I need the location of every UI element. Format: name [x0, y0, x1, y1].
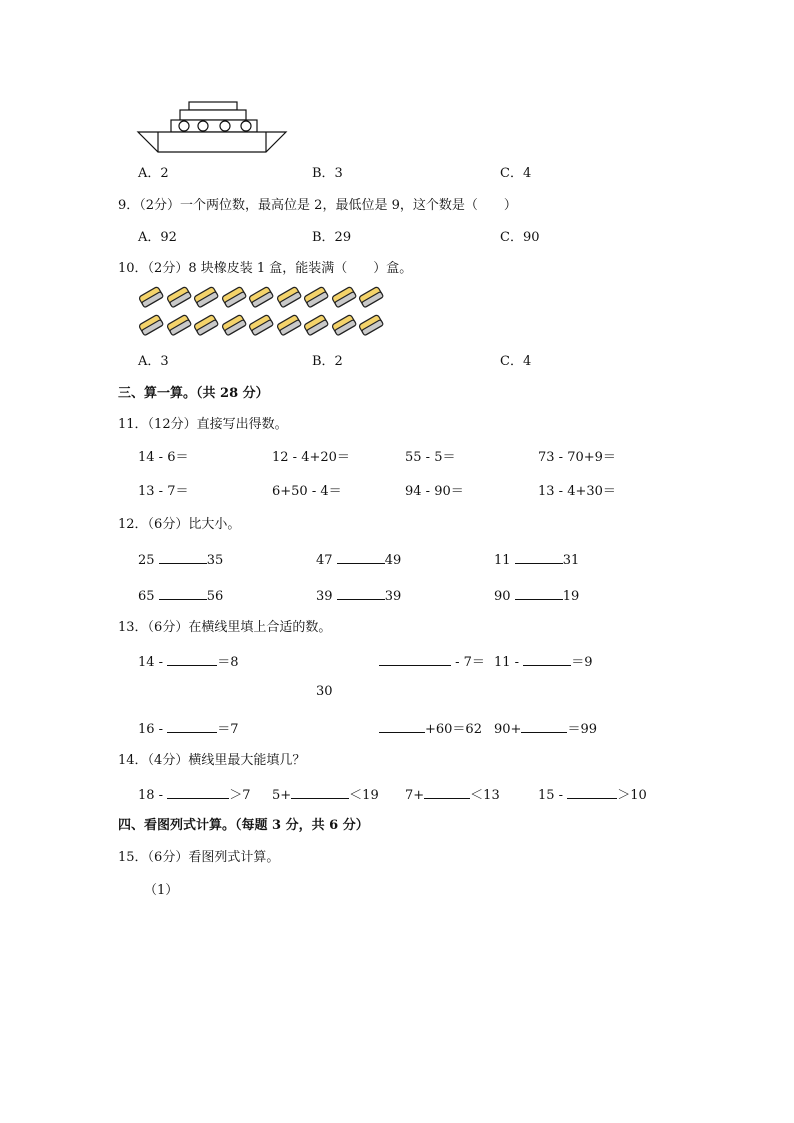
q14-stem: 14．（4分）横线里最大能填几？ [118, 753, 306, 768]
eraser-icon [221, 314, 247, 336]
q12-right: 56 [206, 589, 224, 604]
q14-item [138, 786, 250, 804]
ship-window [220, 121, 230, 131]
eraser-icon [276, 286, 302, 308]
q12-left: 90 [494, 589, 511, 604]
q9-stem: 9．（2分）一个两位数，最高位是 2，最低位是 9，这个数是（ ） [118, 198, 517, 213]
q14-text: ＞10 [617, 788, 647, 803]
q12-left: 39 [316, 589, 333, 604]
q11-item: 55 - 5＝ [405, 450, 456, 465]
eraser-icon [248, 314, 274, 336]
q13-item [138, 653, 238, 671]
q14-blank[interactable] [424, 786, 470, 799]
q14-text: ＜13 [470, 788, 500, 803]
eraser-icon [248, 286, 274, 308]
ship-mid-cabin [180, 110, 246, 120]
q11-item: 14 - 6＝ [138, 450, 189, 465]
q10-option-a[interactable]: A．3 [138, 354, 169, 369]
q12-blank[interactable] [515, 551, 563, 564]
q12-blank[interactable] [159, 551, 207, 564]
q11-item: 13 - 7＝ [138, 484, 189, 499]
q12-right: 49 [384, 553, 402, 568]
q12-left: 25 [138, 553, 155, 568]
q10-option-c[interactable]: C．4 [500, 354, 532, 369]
q12-left: 11 [494, 553, 511, 568]
q11-item: 6+50 - 4＝ [272, 484, 342, 499]
q12-blank[interactable] [159, 587, 207, 600]
q11-item: 73 - 70+9＝ [538, 450, 616, 465]
section-4-title: 四、看图列式计算。（每题 3 分，共 6 分） [118, 818, 369, 833]
q13-text: ＝99 [567, 722, 597, 737]
q14-item [538, 786, 647, 804]
q12-compare [494, 587, 579, 605]
q12-left: 65 [138, 589, 155, 604]
eraser-row [138, 314, 386, 338]
q12-compare [494, 551, 579, 569]
q13-wrap-number: 30 [316, 684, 333, 699]
eraser-icon [331, 286, 357, 308]
q14-blank[interactable] [567, 786, 617, 799]
q12-blank[interactable] [337, 551, 385, 564]
eraser-icon [193, 286, 219, 308]
q11-stem: 11．（12分）直接写出得数。 [118, 417, 288, 432]
q12-right: 19 [562, 589, 580, 604]
eraser-icon [166, 314, 192, 336]
q13-item [494, 720, 597, 738]
q12-compare [316, 551, 401, 569]
q12-right: 31 [562, 553, 580, 568]
q15-stem: 15．（6分）看图列式计算。 [118, 850, 280, 865]
q13-text: ＝7 [217, 722, 239, 737]
ship-hull [138, 132, 286, 152]
q14-text: ＜19 [349, 788, 379, 803]
eraser-icon [166, 286, 192, 308]
section-3-title: 三、算一算。（共 28 分） [118, 386, 269, 401]
q12-right: 39 [384, 589, 402, 604]
q13-text: ＝9 [571, 655, 593, 670]
q13-blank[interactable] [167, 653, 217, 666]
q14-item [272, 786, 379, 804]
eraser-row [138, 286, 386, 310]
q9-option-b[interactable]: B．29 [312, 230, 352, 245]
q9-option-c[interactable]: C．90 [500, 230, 540, 245]
q13-text: 90+ [494, 722, 522, 737]
q14-blank[interactable] [167, 786, 229, 799]
eraser-icon [193, 314, 219, 336]
q13-text: 16 - [138, 722, 168, 737]
q13-text: +60＝62 [425, 722, 482, 737]
eraser-icon [331, 314, 357, 336]
q13-item [494, 653, 592, 671]
q11-item: 13 - 4+30＝ [538, 484, 616, 499]
q12-blank[interactable] [337, 587, 385, 600]
q12-compare [138, 551, 223, 569]
eraser-icon [138, 314, 164, 336]
q14-text: 18 - [138, 788, 168, 803]
q13-blank[interactable] [379, 653, 451, 666]
q13-item [379, 720, 482, 738]
ship-window [241, 121, 251, 131]
eraser-icon [303, 314, 329, 336]
q13-blank[interactable] [379, 720, 425, 733]
q15-sub-1: （1） [144, 883, 179, 898]
q13-text: ＝8 [217, 655, 239, 670]
q13-blank[interactable] [167, 720, 217, 733]
eraser-icon [358, 314, 384, 336]
q8-option-a[interactable]: A．2 [138, 166, 169, 181]
q11-item: 12 - 4+20＝ [272, 450, 350, 465]
eraser-icon [138, 286, 164, 308]
q12-blank[interactable] [515, 587, 563, 600]
q13-text: 11 - [494, 655, 524, 670]
q13-blank[interactable] [521, 720, 567, 733]
q14-blank[interactable] [291, 786, 349, 799]
eraser-icon [303, 286, 329, 308]
q14-text: ＞7 [229, 788, 251, 803]
q12-right: 35 [206, 553, 224, 568]
q10-stem: 10．（2分）8 块橡皮装 1 盒，能装满（ ）盒。 [118, 261, 413, 276]
q13-text: 14 - [138, 655, 168, 670]
q12-compare [138, 587, 223, 605]
q12-stem: 12．（6分）比大小。 [118, 517, 241, 532]
eraser-icon [221, 286, 247, 308]
ship-figure [136, 98, 288, 154]
eraser-icon [276, 314, 302, 336]
q14-text: 15 - [538, 788, 568, 803]
q12-left: 47 [316, 553, 333, 568]
q14-text: 5+ [272, 788, 292, 803]
ship-window [198, 121, 208, 131]
q11-item: 94 - 90＝ [405, 484, 464, 499]
q14-item [405, 786, 500, 804]
q13-item [379, 653, 485, 671]
ship-top-cabin [189, 102, 237, 110]
q9-option-a[interactable]: A．92 [138, 230, 177, 245]
q8-option-b[interactable]: B．3 [312, 166, 343, 181]
eraser-icon [358, 286, 384, 308]
q13-stem: 13．（6分）在横线里填上合适的数。 [118, 620, 332, 635]
ship-window [179, 121, 189, 131]
q12-compare [316, 587, 401, 605]
q14-text: 7+ [405, 788, 425, 803]
q13-blank[interactable] [523, 653, 571, 666]
q13-text: - 7＝ [451, 655, 485, 670]
q10-option-b[interactable]: B．2 [312, 354, 343, 369]
q8-option-c[interactable]: C．4 [500, 166, 532, 181]
q13-item [138, 720, 238, 738]
